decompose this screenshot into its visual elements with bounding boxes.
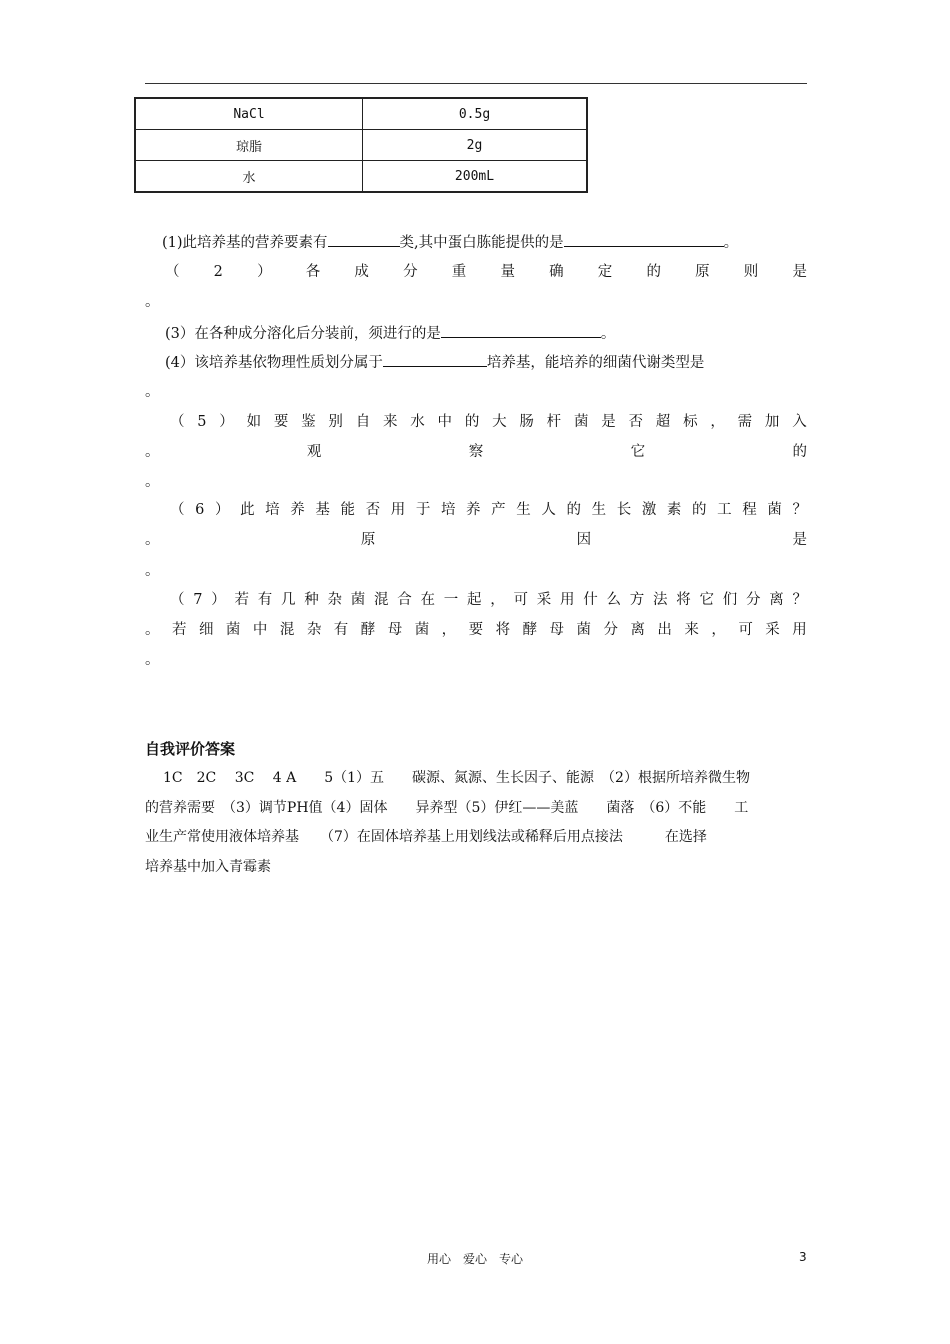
justified-char: 鉴 bbox=[301, 414, 316, 430]
justified-char: 是 bbox=[792, 264, 807, 280]
question-7-justified-2 bbox=[145, 620, 807, 640]
question-5-end: 。 bbox=[145, 474, 160, 490]
question-7-line-2 bbox=[145, 620, 807, 640]
justified-char: 中 bbox=[252, 622, 268, 638]
justified-char: 养 bbox=[290, 502, 305, 518]
justified-char: （ bbox=[170, 592, 185, 608]
justified-char: 工 bbox=[717, 502, 732, 518]
question-5-line-2 bbox=[145, 442, 807, 462]
justified-char: 基 bbox=[315, 502, 330, 518]
question-6-justified-2 bbox=[145, 530, 807, 550]
justified-char: 菌 bbox=[767, 502, 782, 518]
justified-char: 确 bbox=[549, 264, 564, 280]
answer-blank bbox=[564, 232, 724, 247]
justified-char: 有 bbox=[257, 592, 273, 608]
justified-char: 酵 bbox=[522, 622, 538, 638]
justified-char: 5 bbox=[197, 414, 207, 430]
justified-char: 可 bbox=[513, 592, 528, 608]
table-cell-name: 水 bbox=[135, 161, 363, 193]
question-6-line-1 bbox=[170, 500, 807, 520]
justified-char: 养 bbox=[466, 502, 481, 518]
justified-char: 有 bbox=[333, 622, 349, 638]
table-cell-amount: 200mL bbox=[363, 161, 588, 193]
question-1 bbox=[162, 232, 807, 253]
answers-line-2: 的营养需要 （3）调节PH值（4）固体 异养型（5）伊红——美蓝 菌落 （6）不能 工 bbox=[145, 800, 749, 816]
justified-char: ？ bbox=[792, 592, 807, 608]
justified-char: ） bbox=[219, 414, 234, 430]
justified-char: 来 bbox=[684, 622, 699, 638]
justified-char: 产 bbox=[491, 502, 506, 518]
question-4 bbox=[165, 352, 807, 373]
justified-char: 人 bbox=[541, 502, 556, 518]
justified-char: 肠 bbox=[519, 414, 534, 430]
answer-blank bbox=[383, 352, 487, 367]
justified-char: 菌 bbox=[576, 622, 591, 638]
ingredient-table bbox=[134, 97, 588, 193]
answers-line-4: 培养基中加入青霉素 bbox=[145, 859, 271, 875]
justified-char: 混 bbox=[279, 622, 295, 638]
justified-char: 激 bbox=[641, 502, 657, 518]
justified-char: 量 bbox=[500, 264, 515, 280]
justified-char: 原 bbox=[695, 264, 710, 280]
justified-char: 。 bbox=[145, 622, 160, 638]
justified-char: 将 bbox=[495, 622, 511, 638]
justified-char: 分 bbox=[603, 622, 618, 638]
justified-char: 可 bbox=[738, 622, 753, 638]
question-5-justified-2 bbox=[145, 442, 807, 462]
justified-char: 标 bbox=[683, 414, 698, 430]
justified-char: 来 bbox=[382, 414, 398, 430]
justified-char: 分 bbox=[745, 592, 761, 608]
question-5-justified-1 bbox=[170, 412, 807, 432]
justified-char: 出 bbox=[657, 622, 672, 638]
justified-char: 中 bbox=[437, 414, 453, 430]
justified-char: 。 bbox=[145, 444, 160, 460]
page-footer: 用心 爱心 专心 bbox=[426, 1252, 523, 1266]
justified-char: 2 bbox=[213, 264, 223, 280]
justified-char: 的 bbox=[792, 444, 807, 460]
justified-char: 如 bbox=[246, 414, 262, 430]
justified-char: 将 bbox=[676, 592, 691, 608]
justified-char: 合 bbox=[397, 592, 412, 608]
justified-char: 程 bbox=[742, 502, 757, 518]
justified-char: 母 bbox=[549, 622, 565, 638]
answers-line-1: 1C 2C 3C 4 A 5（1）五 碳源、氮源、生长因子、能源 （2）根据所培养微生物 bbox=[163, 770, 750, 786]
table-cell-amount: 0.5g bbox=[363, 98, 588, 130]
justified-char: 菌 bbox=[350, 592, 366, 608]
justified-char: 种 bbox=[304, 592, 319, 608]
justified-char: 于 bbox=[415, 502, 431, 518]
justified-char: 定 bbox=[597, 264, 613, 280]
justified-char: ， bbox=[711, 622, 726, 638]
justified-char: 若 bbox=[171, 622, 187, 638]
justified-char: 的 bbox=[566, 502, 581, 518]
justified-char: 水 bbox=[410, 414, 425, 430]
justified-char: 采 bbox=[765, 622, 780, 638]
justified-char: 别 bbox=[328, 414, 343, 430]
justified-char: 培 bbox=[440, 502, 456, 518]
table-row bbox=[135, 161, 587, 193]
justified-char: 么 bbox=[606, 592, 621, 608]
justified-char: ， bbox=[441, 622, 457, 638]
justified-char: 细 bbox=[198, 622, 214, 638]
question-6-justified-1 bbox=[170, 500, 807, 520]
justified-char: 用 bbox=[792, 622, 807, 638]
page-number: 3 bbox=[799, 1250, 807, 1264]
justified-char: 入 bbox=[792, 414, 807, 430]
table-cell-name: NaCl bbox=[135, 98, 363, 130]
answer-blank bbox=[441, 323, 601, 338]
question-7-end: 。 bbox=[145, 652, 160, 668]
justified-char: 生 bbox=[516, 502, 531, 518]
justified-char: 察 bbox=[468, 444, 484, 460]
justified-char: 培 bbox=[265, 502, 280, 518]
justified-char: 因 bbox=[576, 532, 592, 548]
answers-line-3: 业生产常使用液体培养基 （7）在固体培养基上用划线法或稀释后用点接法 在选择 bbox=[145, 829, 707, 845]
table-row bbox=[135, 98, 587, 130]
justified-char: 们 bbox=[722, 592, 738, 608]
justified-char: 的 bbox=[646, 264, 661, 280]
justified-char: 此 bbox=[240, 502, 255, 518]
justified-char: 自 bbox=[355, 414, 371, 430]
justified-char: 一 bbox=[443, 592, 459, 608]
question-1-text-a: (1)此培养基的营养要素有 bbox=[162, 235, 328, 251]
justified-char: 若 bbox=[234, 592, 249, 608]
justified-char: 它 bbox=[699, 592, 714, 608]
justified-char: 起 bbox=[466, 592, 482, 608]
justified-char: 它 bbox=[630, 444, 646, 460]
justified-char: 母 bbox=[387, 622, 403, 638]
justified-char: 大 bbox=[492, 414, 507, 430]
justified-char: 杂 bbox=[327, 592, 342, 608]
table-cell-name: 琼脂 bbox=[135, 130, 363, 161]
question-6-line-2 bbox=[145, 530, 807, 550]
justified-char: 什 bbox=[583, 592, 598, 608]
justified-char: 杂 bbox=[306, 622, 322, 638]
table-cell-amount: 2g bbox=[363, 130, 588, 161]
justified-char: 7 bbox=[193, 592, 203, 608]
justified-char: 原 bbox=[360, 532, 376, 548]
question-2-end: 。 bbox=[145, 294, 160, 310]
question-3-text-a: (3）在各种成分溶化后分装前，须进行的是 bbox=[165, 326, 441, 342]
answers-heading: 自我评价答案 bbox=[145, 740, 236, 758]
question-3-text-b: 。 bbox=[600, 326, 616, 342]
justified-char: （ bbox=[165, 264, 180, 280]
justified-char: 要 bbox=[468, 622, 484, 638]
justified-char: 。 bbox=[145, 532, 160, 548]
justified-char: 否 bbox=[365, 502, 381, 518]
justified-char: 则 bbox=[743, 264, 759, 280]
justified-char: 几 bbox=[280, 592, 296, 608]
justified-char: 离 bbox=[630, 622, 645, 638]
justified-char: 长 bbox=[616, 502, 632, 518]
justified-char: 生 bbox=[591, 502, 607, 518]
table-row bbox=[135, 130, 587, 161]
question-4-text-a: (4）该培养基依物理性质划分属于 bbox=[165, 355, 383, 371]
justified-char: 菌 bbox=[414, 622, 430, 638]
justified-char: ， bbox=[710, 414, 725, 430]
justified-char: 需 bbox=[737, 414, 753, 430]
question-6-end: 。 bbox=[145, 563, 160, 579]
question-4-end: 。 bbox=[145, 384, 160, 400]
justified-char: 混 bbox=[373, 592, 389, 608]
justified-char: 否 bbox=[628, 414, 644, 430]
question-5-line-1 bbox=[170, 412, 807, 432]
justified-char: ， bbox=[490, 592, 505, 608]
justified-char: ） bbox=[257, 264, 272, 280]
justified-char: 素 bbox=[666, 502, 682, 518]
justified-char: 6 bbox=[195, 502, 205, 518]
justified-char: 菌 bbox=[573, 414, 589, 430]
justified-char: （ bbox=[170, 414, 185, 430]
question-4-text-b: 培养基，能培养的细菌代谢类型是 bbox=[486, 355, 705, 371]
justified-char: 是 bbox=[601, 414, 616, 430]
justified-char: 成 bbox=[354, 264, 369, 280]
justified-char: 方 bbox=[629, 592, 645, 608]
header-rule bbox=[145, 83, 807, 84]
justified-char: （ bbox=[170, 502, 185, 518]
justified-char: 各 bbox=[305, 264, 321, 280]
question-2-justified bbox=[165, 262, 807, 282]
justified-char: ） bbox=[211, 592, 226, 608]
justified-char: 采 bbox=[536, 592, 552, 608]
question-1-text-b: 类,其中蛋白胨能提供的是 bbox=[399, 235, 564, 251]
justified-char: 法 bbox=[652, 592, 668, 608]
justified-char: 分 bbox=[403, 264, 418, 280]
justified-char: 要 bbox=[273, 414, 289, 430]
question-2 bbox=[165, 262, 807, 282]
question-7-justified-1 bbox=[170, 590, 807, 610]
justified-char: 杆 bbox=[546, 414, 562, 430]
justified-char: 离 bbox=[769, 592, 784, 608]
justified-char: 重 bbox=[451, 264, 467, 280]
justified-char: 的 bbox=[692, 502, 707, 518]
justified-char: 能 bbox=[340, 502, 355, 518]
answer-blank bbox=[328, 232, 400, 247]
question-3 bbox=[165, 323, 807, 344]
question-1-text-c: 。 bbox=[723, 235, 739, 251]
justified-char: 用 bbox=[559, 592, 575, 608]
justified-char: 酵 bbox=[360, 622, 376, 638]
justified-char: 用 bbox=[390, 502, 406, 518]
justified-char: ） bbox=[214, 502, 230, 518]
justified-char: 观 bbox=[306, 444, 322, 460]
justified-char: 超 bbox=[655, 414, 671, 430]
justified-char: 加 bbox=[764, 414, 780, 430]
question-7-line-1 bbox=[170, 590, 807, 610]
justified-char: 是 bbox=[792, 532, 807, 548]
justified-char: 的 bbox=[464, 414, 480, 430]
justified-char: 菌 bbox=[225, 622, 241, 638]
justified-char: 在 bbox=[420, 592, 435, 608]
justified-char: ？ bbox=[792, 502, 807, 518]
